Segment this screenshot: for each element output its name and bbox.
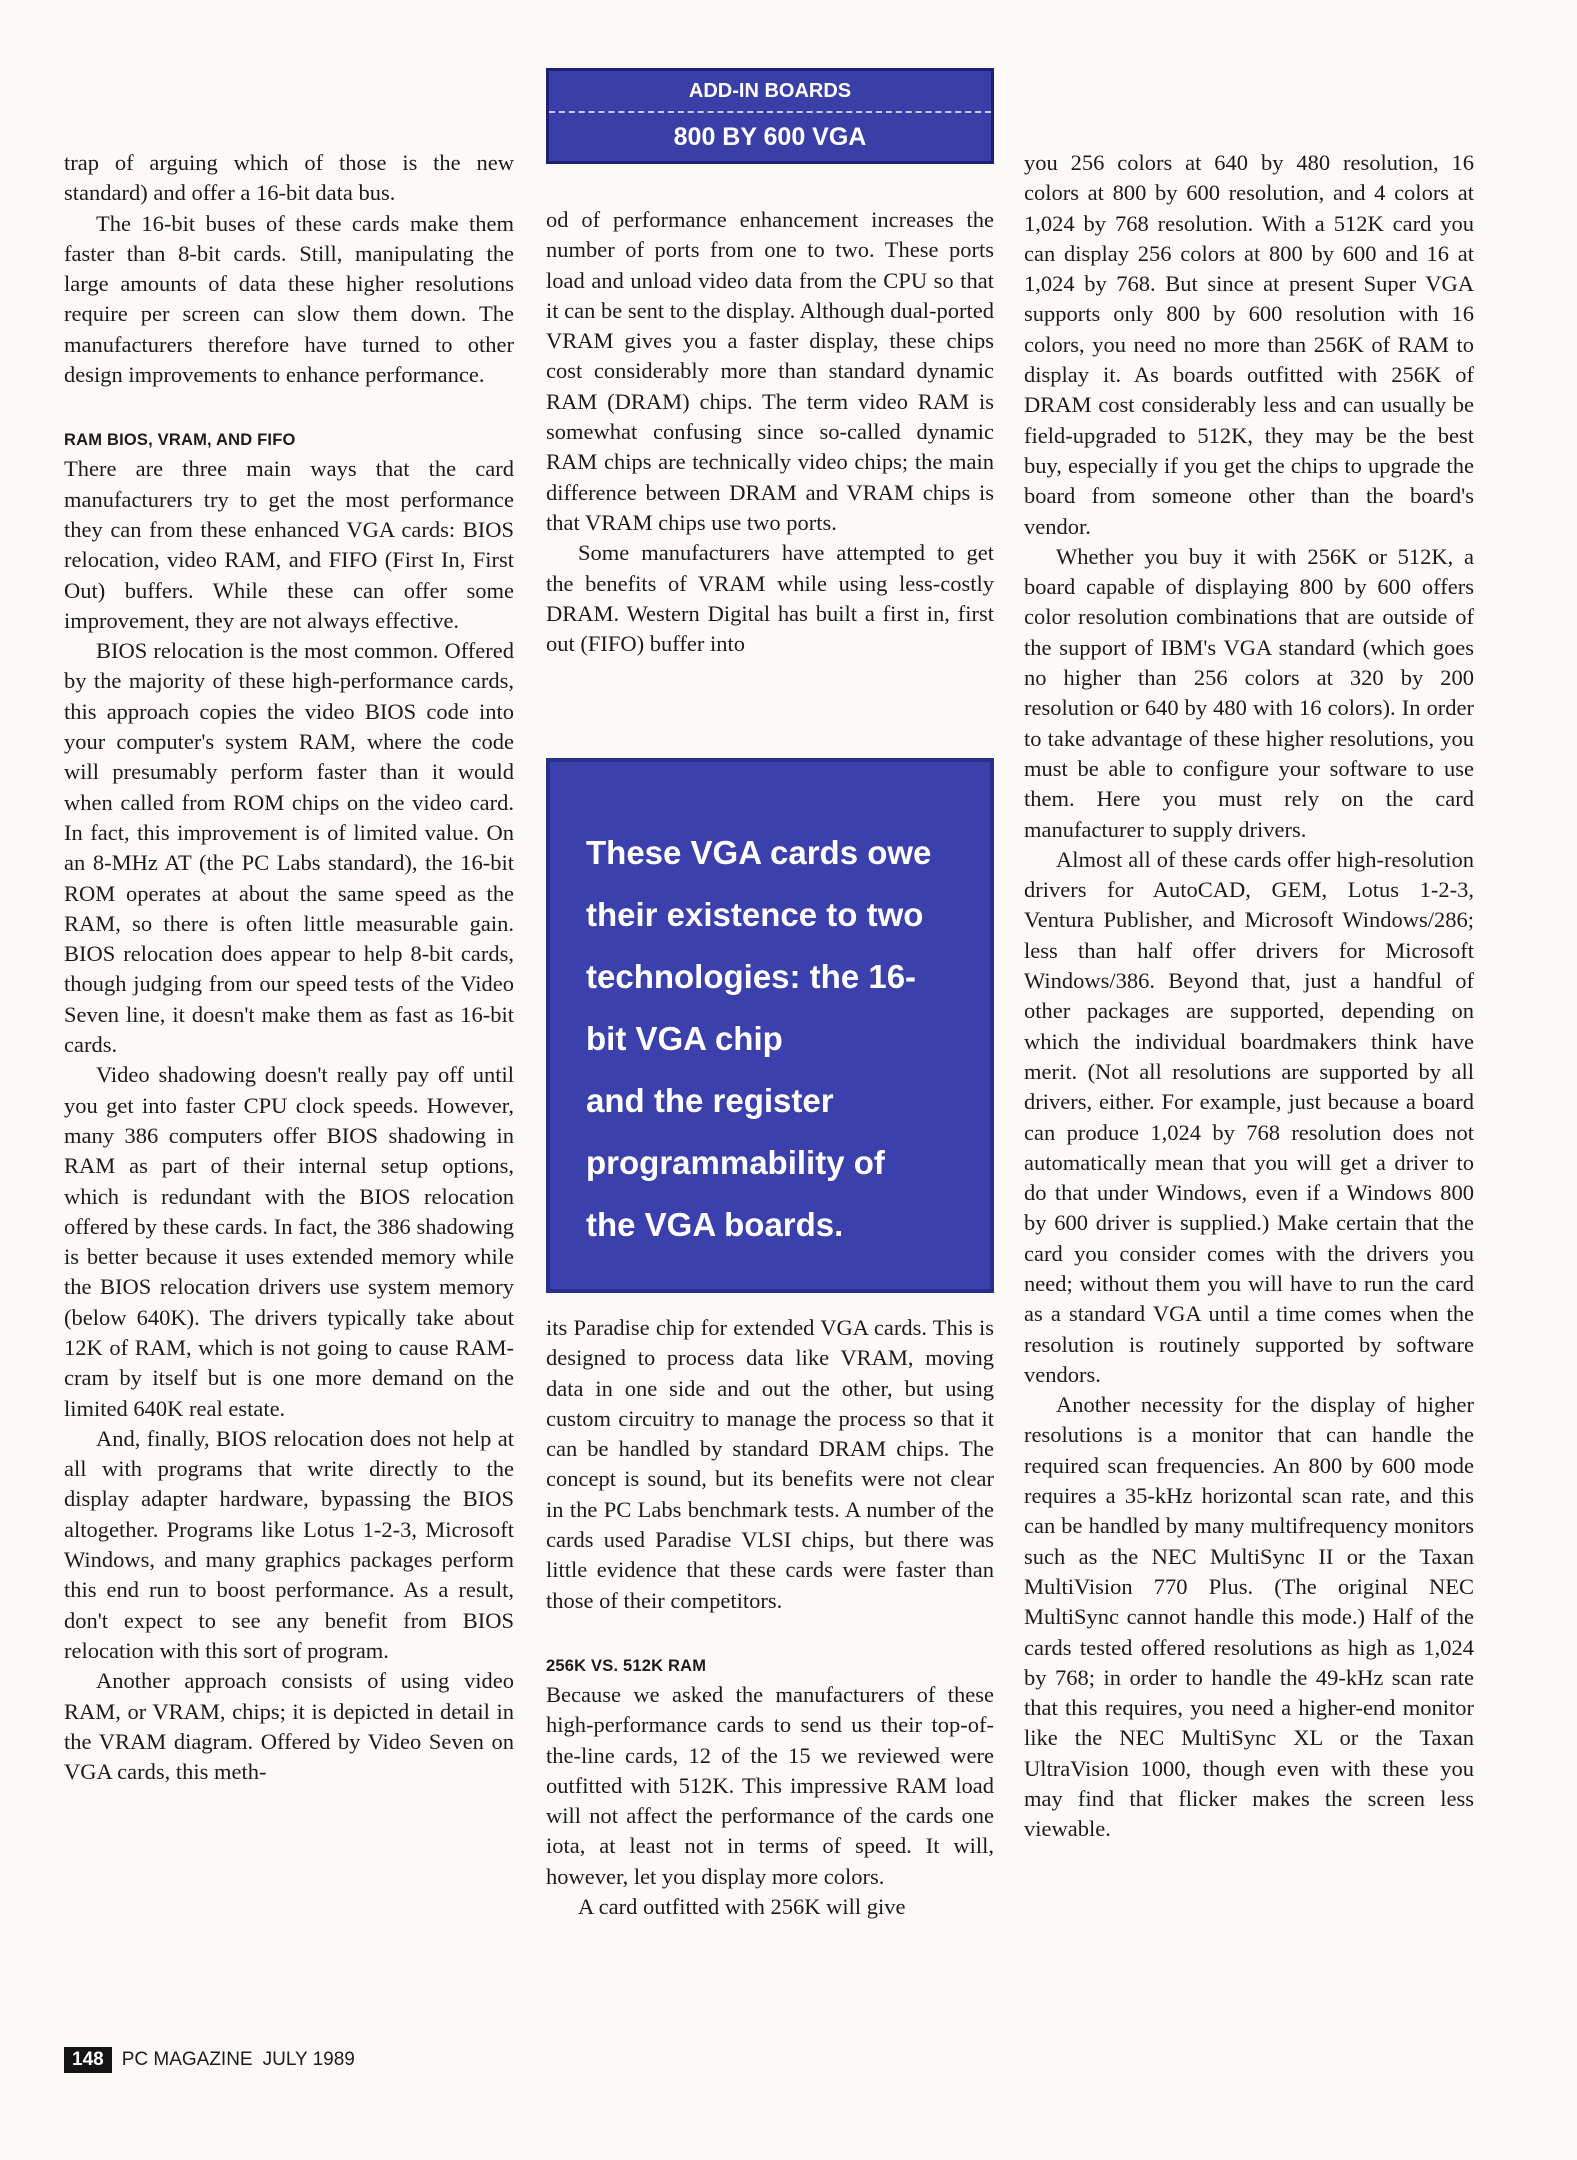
magazine-name: PC MAGAZINE [121, 2049, 253, 2070]
pull-quote [546, 758, 994, 1293]
paragraph: Whether you buy it with 256K or 512K, a board capable of displaying 800 by 600 offers color resolution combinations that are outside of the support of IBM's VGA standard (which goes no higher than 256 colors at 320 by 200 resolution or 640 by 480 with 16 colors). In order to take advantage of these higher resolutions, you must be able to configure your software to use them. Here you must rely on the card manufacturer to supply drivers. [1024, 543, 1474, 842]
paragraph: BIOS relocation is the most common. Offered by the majority of these high-performance cards, this approach copies the video BIOS code into your computer's system RAM, where the code will presumably perform faster than it would when called from ROM chips on the video card. In fact, this improvement is of limited value. On an 8-MHz AT (the PC Labs standard), the 16-bit ROM operates at about the same speed as the RAM, so there is often little measurable gain. BIOS relocation does appear to help 8-bit cards, though judging from our speed tests of the Video Seven line, it doesn't make them as fast as 16-bit cards. [64, 638, 514, 1058]
paragraph: Another necessity for the display of higher resolutions is a monitor that can handle the required scan frequencies. An 800 by 600 mode requires a 35-kHz horizontal scan rate, and this can be handled by many multifrequency monitors such as the NEC MultiSync II or the Taxan MultiVision 770 Plus. (The original NEC MultiSync cannot handle this mode.) Half of the cards tested offered resolutions as high as 1,024 by 768; in order to handle the 49-kHz scan rate that this requires, you need a higher-end monitor like the NEC MultiSync XL or the Taxan UltraVision 1000, though even with these you may find that flicker makes the screen less viewable. [1024, 1392, 1474, 1842]
paragraph: And, finally, BIOS relocation does not help at all with programs that write directly to the display adapter hardware, bypassing the BIOS altogether. Programs like Lotus 1-2-3, Microsoft Windows, and many graphics packages perform this end run to boost performance. As a result, don't expect to see any benefit from BIOS relocation with this sort of program. [64, 1425, 514, 1663]
paragraph: its Paradise chip for extended VGA cards. This is designed to process data like VRAM, moving data in one side and out the other, but using custom circuitry to manage the process so that it can be handled by standard DRAM chips. The concept is sound, but its benefits were not clear in the PC Labs benchmark tests. A number of the cards used Paradise VLSI chips, but there was little evidence that these cards were faster than those of their competitors. [546, 1315, 994, 1613]
paragraph: Video shadowing doesn't really pay off until you get into faster CPU clock speeds. However, many 386 computers offer BIOS shadowing in RAM as part of their internal setup options, which is redundant with the BIOS relocation offered by these cards. In fact, the 386 shadowing is better because it uses extended memory while the BIOS relocation drivers use system memory (below 640K). The drivers typically take about 12K of RAM, which is not going to cause RAM-cram by itself but is one more demand on the limited 640K real estate. [64, 1062, 514, 1421]
paragraph: Some manufacturers have attempted to get the benefits of VRAM while using less-costly DRAM. Western Digital has built a first in, first out (FIFO) buffer into [546, 540, 994, 657]
section-heading: RAM BIOS, VRAM, AND FIFO [64, 431, 296, 450]
page-number: 148 [64, 2047, 112, 2073]
pull-quote-line: the VGA boards. [586, 1206, 844, 1243]
section-heading: 256K VS. 512K RAM [546, 1656, 707, 1675]
paragraph: Another approach consists of using video RAM, or VRAM, chips; it is depicted in detail in the VRAM diagram. Offered by Video Seven on VGA cards, this meth- [64, 1668, 514, 1785]
paragraph: trap of arguing which of those is the new standard) and offer a 16-bit data bus. [64, 150, 514, 206]
column-1 [64, 148, 514, 1787]
issue-date: JULY 1989 [262, 2049, 355, 2070]
paragraph: od of performance enhancement increases the number of ports from one to two. These ports load and unload video data from the CPU so that it can be sent to the display. Although dual-ported VRAM gives you a faster display, these chips cost considerably more than standard dynamic RAM (DRAM) chips. The term video RAM is somewhat confusing since so-called dynamic RAM chips are technically video chips; the main difference between DRAM and VRAM chips is that VRAM chips use two ports. [546, 207, 994, 535]
banner-section-label: ADD-IN BOARDS [549, 71, 991, 113]
paragraph: Almost all of these cards offer high-resolution drivers for AutoCAD, GEM, Lotus 1-2-3, Ventura Publisher, and Microsoft Windows/286; less than half offer drivers for Microsoft Windows/386. Beyond that, just a handful of other packages are supported, depending on which the individual boardmakers think have merit. (Not all resolutions are supported by all drivers, either. For example, just because a board can produce 1,024 by 768 resolution does not automatically mean that you will get a driver to do that under Windows, even if a Windows 800 by 600 driver is supplied.) Make certain that the card you consider comes with the drivers you need; without them you will have to run the card as a standard VGA until a time comes when the resolution is routinely supported by software vendors. [1024, 846, 1474, 1387]
column-2-lower [546, 1313, 994, 1922]
paragraph: A card outfitted with 256K will give [578, 1894, 906, 1920]
paragraph: The 16-bit buses of these cards make them faster than 8-bit cards. Still, manipulating the large amounts of data these higher resolutions require per screen can slow them down. The manufacturers therefore have turned to other design improvements to enhance performance. [64, 210, 514, 388]
pull-quote-line: programmability of [586, 1144, 885, 1181]
column-3 [1024, 148, 1474, 1845]
pull-quote-line: These VGA cards owe [586, 834, 932, 871]
pull-quote-line: their existence to two [586, 896, 924, 933]
paragraph: Because we asked the manufacturers of these high-performance cards to send us their top-of-the-line cards, 12 of the 15 we reviewed were outfitted with 512K. This impressive RAM load will not affect the performance of the cards one iota, at least not in terms of speed. It will, however, let you display more colors. [546, 1681, 994, 1889]
page-footer [64, 2047, 355, 2073]
paragraph: you 256 colors at 640 by 480 resolution, 16 colors at 800 by 600 resolution, and 4 colors at 1,024 by 768 resolution. With a 512K card you can display 256 colors at 800 by 600 and 16 at 1,024 by 768. But since at present Super VGA supports only 800 by 600 resolution with 16 colors, you need no more than 256K of RAM to display it. As boards outfitted with 256K of DRAM cost considerably less and can usually be field-upgraded to 512K, they may be the best buy, especially if you get the chips to upgrade the board from someone other than the board's vendor. [1024, 150, 1474, 539]
pull-quote-line: bit VGA chip [586, 1020, 783, 1057]
column-2-upper [546, 205, 994, 659]
section-banner [546, 68, 994, 164]
banner-title: 800 BY 600 VGA [673, 123, 867, 151]
pull-quote-line: technologies: the 16- [586, 958, 917, 995]
pull-quote-line: and the register [586, 1082, 834, 1119]
paragraph: There are three main ways that the card manufacturers try to get the most performance they can from these enhanced VGA cards: BIOS relocation, video RAM, and FIFO (First In, First Out) buffers. While these can offer some improvement, they are not always effective. [64, 456, 514, 633]
